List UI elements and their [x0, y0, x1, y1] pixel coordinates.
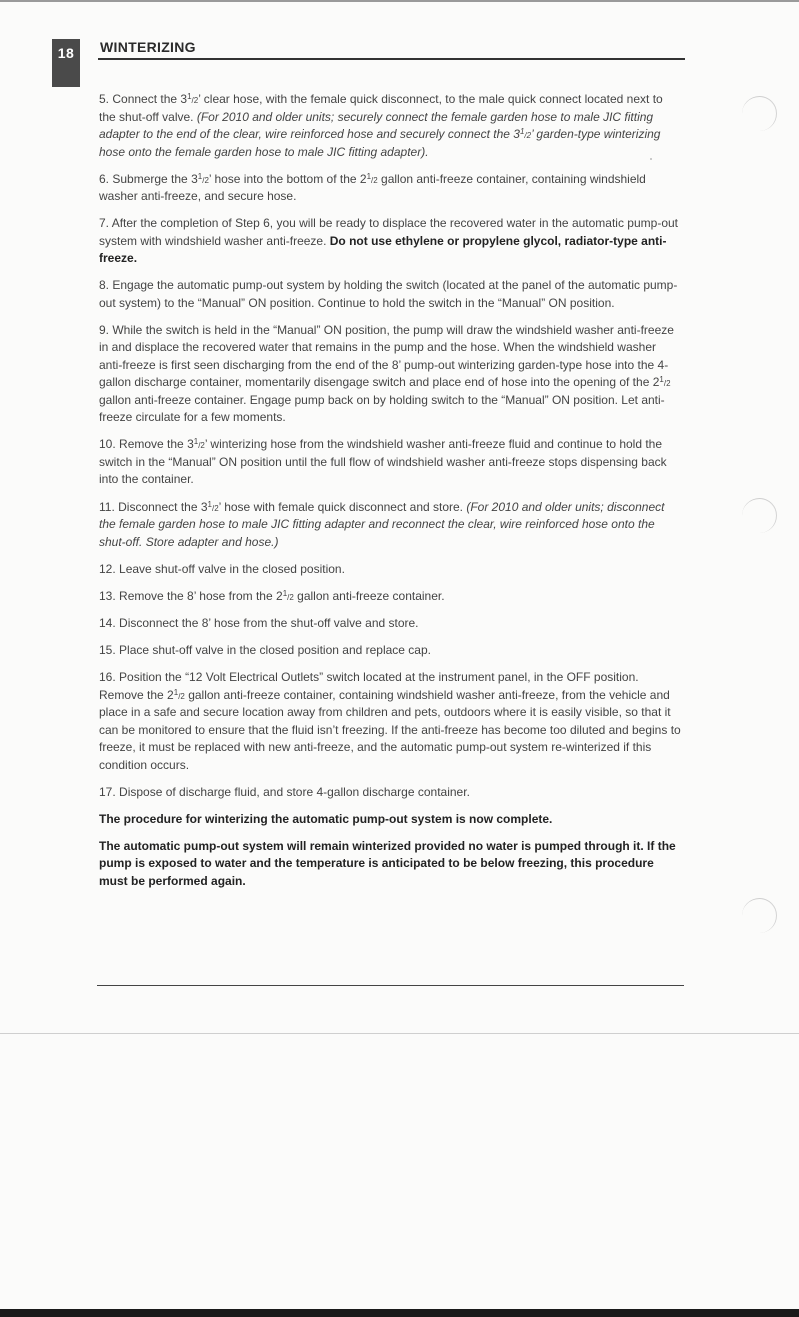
- step-text: Remove the: [115, 437, 188, 452]
- step-7: [99, 215, 681, 268]
- step-number: 11.: [99, 499, 115, 514]
- step-number: 6.: [99, 171, 110, 186]
- binder-hole-top: [742, 96, 777, 131]
- step-14: [99, 615, 681, 633]
- page-number-tab: 18: [52, 39, 80, 87]
- step-text: ’ hose into the bottom of the: [208, 171, 360, 186]
- italic-note: ’ garden-type winterizing hose onto the female garden hose to male JIC fitting adapter).: [99, 127, 661, 159]
- step-number: 13.: [99, 588, 116, 603]
- footer-rule: [97, 985, 684, 986]
- step-6: [99, 171, 681, 206]
- step-text: gallon anti-freeze container.: [293, 588, 445, 603]
- step-text: Disconnect the: [114, 499, 201, 514]
- section-title: WINTERIZING: [100, 39, 196, 55]
- step-17: [99, 784, 681, 802]
- header-rule: [98, 58, 685, 60]
- step-number: 7.: [99, 216, 110, 231]
- step-text: Position the “12 Volt Electrical Outlets” switch located at the instrument panel, in the OFF position. Remove the: [99, 670, 639, 702]
- italic-note: (For 2010 and older units; securely connect the female garden hose to male JIC fitting adapter to the end of the clear, wire reinforced hose and securely connect the: [99, 109, 654, 141]
- binder-hole-middle: [742, 498, 777, 533]
- step-number: 10.: [99, 437, 116, 452]
- scan-top-edge: [0, 0, 799, 2]
- steps-list: [99, 91, 681, 801]
- step-number: 14.: [99, 615, 116, 630]
- bold-warning: Do not use ethylene or propylene glycol, radiator-type anti-freeze.: [99, 233, 667, 266]
- step-number: 16.: [99, 670, 116, 685]
- fraction: $3^1/2$: [187, 437, 205, 452]
- step-text: ’ winterizing hose from the windshield washer anti-freeze fluid and continue to hold the switch in the “Manual” ON position until the full flow of windshield washer anti-freeze stops dispensing back into the container.: [99, 437, 667, 487]
- step-text: Place shut-off valve in the closed position and replace cap.: [115, 642, 431, 657]
- step-text: Submerge the: [109, 171, 192, 186]
- step-text: After the completion of Step 6, you will be ready to displace the recovered water in the automatic pump-out system with windshield washer anti-freeze.: [99, 216, 678, 248]
- step-text: Connect the: [109, 92, 181, 106]
- step-text: Remove the 8’ hose from the: [115, 588, 276, 603]
- step-number: 12.: [99, 561, 116, 576]
- step-number: 8.: [99, 278, 110, 293]
- fraction: $2^1/2$: [652, 375, 671, 390]
- fraction: $3^1/2$: [191, 171, 209, 186]
- binder-hole-bottom: [742, 898, 777, 933]
- fraction: $2^1/2$: [167, 687, 185, 702]
- fraction: $3^1/2$: [513, 127, 532, 141]
- step-text: ’ hose with female quick disconnect and store.: [218, 499, 467, 514]
- completion-note: The procedure for winterizing the automatic pump-out system is now complete.: [99, 811, 553, 826]
- scan-speck: [650, 158, 652, 160]
- step-16: [99, 669, 681, 774]
- step-text: gallon anti-freeze container. Engage pump back on by holding switch to the “Manual” ON position. Let anti-freeze circulate for a few moments.: [99, 392, 665, 425]
- step-8: [99, 277, 681, 312]
- step-13: [99, 588, 681, 606]
- fraction: $2^1/2$: [359, 171, 378, 186]
- fraction: $2^1/2$: [276, 588, 294, 603]
- step-text: Engage the automatic pump-out system by holding the switch (located at the panel of the automatic pump-out system) to the “Manual” ON position. Continue to hold the switch in the “Manual” ON position.: [99, 278, 678, 310]
- italic-note: (For 2010 and older units; disconnect the female garden hose to male JIC fitting adapter and reconnect the clear, wire reinforced hose onto the shut-off. Store adapter and hose.): [99, 499, 665, 549]
- fraction: $3^1/2$: [200, 499, 219, 514]
- fraction: $3^1/2$: [180, 92, 199, 106]
- step-11: [99, 499, 681, 552]
- step-text: gallon anti-freeze container, containing windshield washer anti-freeze, and secure hose.: [99, 171, 646, 204]
- step-text: ’ clear hose, with the female quick disconnect, to the male quick connect located next to the shut-off valve.: [99, 92, 663, 124]
- step-text: gallon anti-freeze container, containing windshield washer anti-freeze, from the vehicle and place in a safe and secure location away from children and pets, outdoors where it is easily visible, so that it can be monitored to ensure that the fluid isn’t freezing. If the anti-freeze has become too diluted and begins to freeze, it must be replaced with new anti-freeze, and the automatic pump-out system re-winterized if this condition occurs.: [99, 687, 681, 772]
- winterized-warning: The automatic pump-out system will remain winterized provided no water is pumped through it. If the pump is exposed to water and the temperature is anticipated to be below freezing, this procedure must be performed again.: [99, 838, 676, 888]
- step-5: [99, 91, 681, 161]
- step-number: 5.: [99, 92, 110, 106]
- step-10: [99, 436, 681, 489]
- step-12: [99, 561, 681, 579]
- step-15: [99, 642, 681, 660]
- step-text: Disconnect the 8’ hose from the shut-off valve and store.: [115, 615, 419, 630]
- step-number: 17.: [99, 784, 116, 799]
- step-text: Leave shut-off valve in the closed position.: [115, 561, 345, 576]
- step-text: While the switch is held in the “Manual” ON position, the pump will draw the windshield washer anti-freeze in and displace the recovered water that remains in the pump and the hose. When the windshield washer anti-freeze is first seen discharging from the end of the 8’ pump-out winterizing garden-type hose into the 4-gallon discharge container, momentarily disengage switch and place end of hose into the opening of the: [99, 322, 674, 390]
- step-number: 9.: [99, 322, 110, 337]
- scan-fold-line: [0, 1033, 799, 1034]
- step-9: [99, 322, 681, 427]
- step-number: 15.: [99, 642, 116, 657]
- procedure-body: [99, 91, 681, 900]
- scan-bottom-edge: [0, 1309, 799, 1317]
- step-text: Dispose of discharge fluid, and store 4-gallon discharge container.: [115, 784, 470, 799]
